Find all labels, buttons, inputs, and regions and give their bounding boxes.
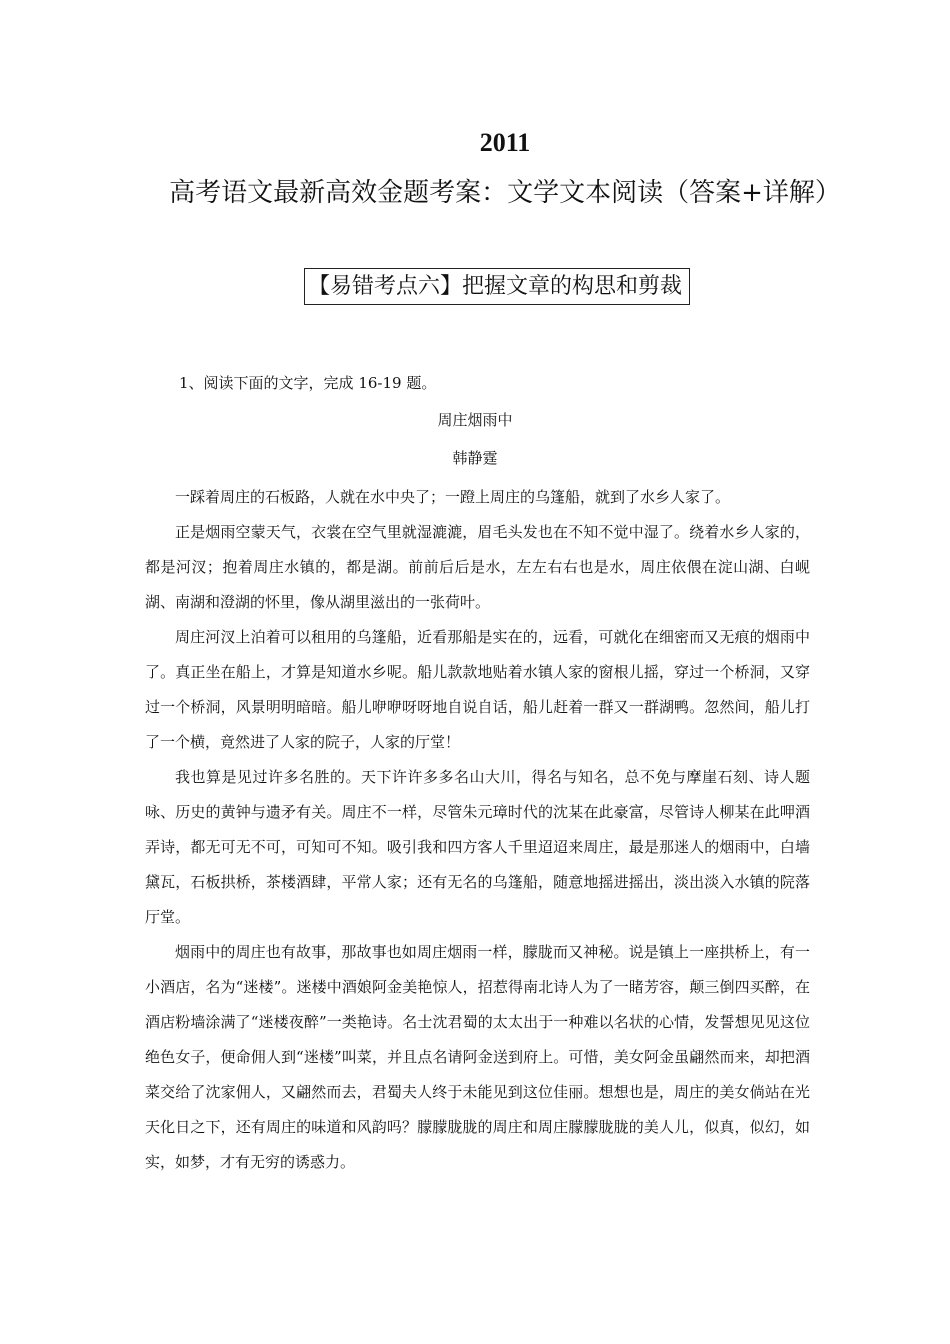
paragraph: 一踩着周庄的石板路，人就在水中央了；一蹬上周庄的乌篷船，就到了水乡人家了。 xyxy=(175,488,731,506)
section-heading-box xyxy=(304,268,690,305)
document-title xyxy=(140,118,870,218)
title-text: 高考语文最新高效金题考案：文学文本阅读（答案+详解） xyxy=(169,178,841,208)
section-heading: 【易错考点六】把握文章的构思和剪裁 xyxy=(308,274,683,299)
essay-author: 韩静霆 xyxy=(452,449,498,467)
paragraph: 正是烟雨空蒙天气，衣裳在空气里就湿漉漉，眉毛头发也在不知不觉中湿了。绕着水乡人家的，都是河汊；抱着周庄水镇的，都是湖。前前后后是水，左左右右也是水，周庄依偎在淀山湖、白岘湖、南湖和澄湖的怀里，像从湖里滋出的一张荷叶。 xyxy=(145,523,810,611)
essay-body xyxy=(145,480,810,1180)
paragraph: 烟雨中的周庄也有故事，那故事也如周庄烟雨一样，朦胧而又神秘。说是镇上一座拱桥上，有一小酒店，名为“迷楼”。迷楼中酒娘阿金美艳惊人，招惹得南北诗人为了一睹芳容，颠三倒四买醉，在酒店粉墙涂满了“迷楼夜醉”一类艳诗。名士沈君蜀的太太出于一种难以名状的心情，发誓想见见这位绝色女子，便命佣人到“迷楼”叫菜，并且点名请阿金送到府上。可惜，美女阿金虽翩然而来，却把酒菜交给了沈家佣人，又翩然而去，君蜀夫人终于未能见到这位佳丽。想想也是，周庄的美女倘站在光天化日之下，还有周庄的味道和风韵吗？朦朦胧胧的周庄和周庄朦朦胧胧的美人儿，似真，似幻，如实，如梦，才有无穷的诱惑力。 xyxy=(145,943,810,1171)
title-year: 2011 xyxy=(479,128,531,157)
paragraph: 我也算是见过许多名胜的。天下许许多多名山大川，得名与知名，总不免与摩崖石刻、诗人题咏、历史的黄钟与遗矛有关。周庄不一样，尽管朱元璋时代的沈某在此豪富，尽管诗人柳某在此呷酒弄诗，都无可无不可，可知可不知。吸引我和四方客人千里迢迢来周庄，最是那迷人的烟雨中，白墙黛瓦，石板拱桥，茶楼酒肆，平常人家；还有无名的乌篷船，随意地摇进摇出，淡出淡入水镇的院落厅堂。 xyxy=(145,768,810,926)
paragraph: 周庄河汊上泊着可以租用的乌篷船，近看那船是实在的，远看，可就化在细密而又无痕的烟雨中了。真正坐在船上，才算是知道水乡呢。船儿款款地贴着水镇人家的窗根儿摇，穿过一个桥洞，又穿过一个桥洞，风景明明暗暗。船儿咿咿呀呀地自说自话，船儿赶着一群又一群湖鸭。忽然间，船儿打了一个横，竟然进了人家的院子，人家的厅堂！ xyxy=(145,628,810,751)
essay-title: 周庄烟雨中 xyxy=(437,411,513,429)
question-intro: 1、阅读下面的文字，完成 16-19 题。 xyxy=(179,374,437,392)
